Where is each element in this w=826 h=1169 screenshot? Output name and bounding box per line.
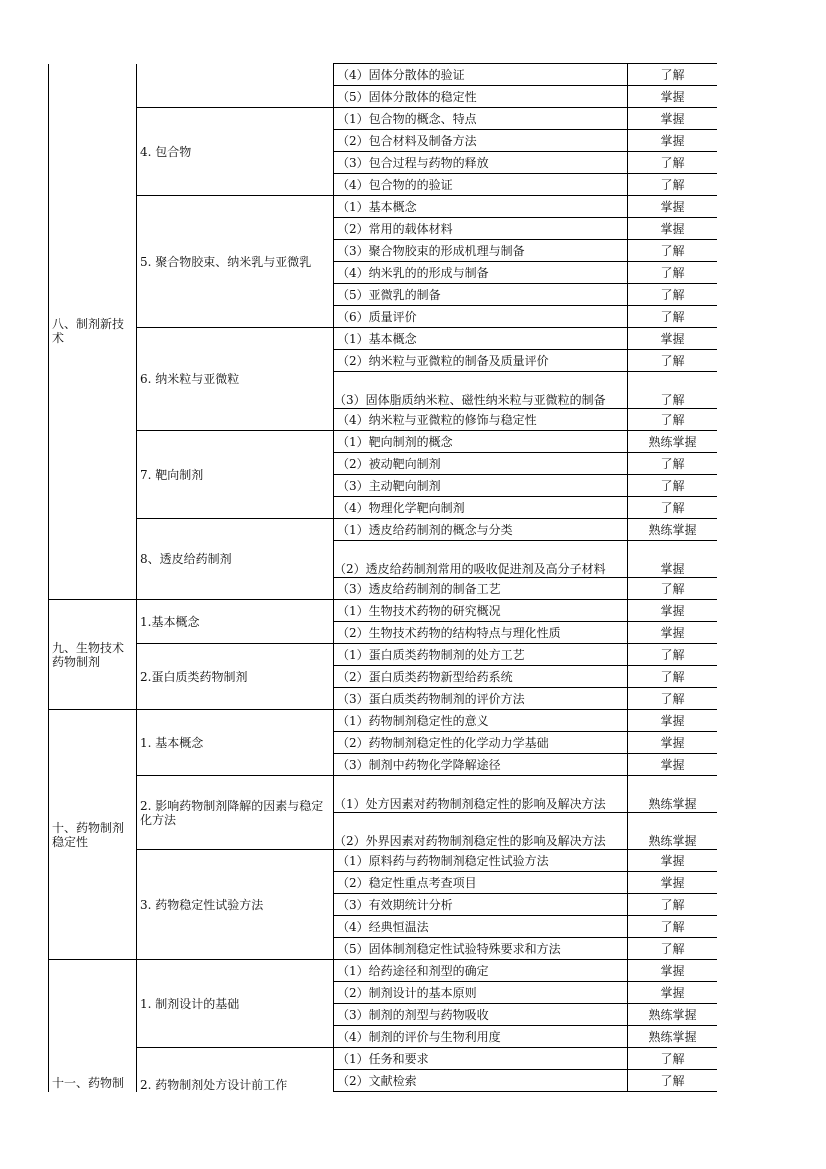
topic-title: 2. 影响药物制剂降解的因素与稳定化方法 (137, 776, 334, 850)
topic-title: 5. 聚合物胶束、纳米乳与亚微乳 (137, 196, 334, 328)
topic-title: 4. 包合物 (137, 108, 334, 196)
table-row (49, 644, 718, 666)
topic-title: 6. 纳米粒与亚微粒 (137, 328, 334, 431)
requirement-level: 了解 (628, 475, 718, 497)
item-text: （1）基本概念 (334, 328, 628, 350)
requirement-level: 了解 (628, 240, 718, 262)
requirement-level: 熟练掌握 (628, 813, 718, 850)
table-row (49, 196, 718, 218)
item-text: （3）有效期统计分析 (334, 894, 628, 916)
requirement-level: 掌握 (628, 196, 718, 218)
section-title: 九、生物技术药物制剂 (49, 600, 137, 710)
item-text: （3）制剂中药物化学降解途径 (334, 754, 628, 776)
item-text: （1）透皮给药制剂的概念与分类 (334, 519, 628, 541)
item-text: （1）给药途径和剂型的确定 (334, 960, 628, 982)
item-text: （6）质量评价 (334, 306, 628, 328)
item-text: （2）透皮给药制剂常用的吸收促进剂及高分子材料 (334, 541, 628, 578)
item-text: （1）包合物的概念、特点 (334, 108, 628, 130)
topic-title: 1. 制剂设计的基础 (137, 960, 334, 1048)
requirement-level: 熟练掌握 (628, 776, 718, 813)
item-text: （1）靶向制剂的概念 (334, 431, 628, 453)
requirement-level: 掌握 (628, 960, 718, 982)
requirement-level: 了解 (628, 938, 718, 960)
section-title: 十一、药物制 (49, 960, 137, 1092)
item-text: （1）蛋白质类药物制剂的处方工艺 (334, 644, 628, 666)
topic-title: 8、透皮给药制剂 (137, 519, 334, 600)
item-text: （5）固体分散体的稳定性 (334, 86, 628, 108)
syllabus-body (49, 64, 718, 1092)
topic-title: 3. 药物稳定性试验方法 (137, 850, 334, 960)
requirement-level: 了解 (628, 894, 718, 916)
item-text: （2）制剂设计的基本原则 (334, 982, 628, 1004)
item-text: （2）被动靶向制剂 (334, 453, 628, 475)
item-text: （2）包合材料及制备方法 (334, 130, 628, 152)
item-text: （3）制剂的剂型与药物吸收 (334, 1004, 628, 1026)
requirement-level: 掌握 (628, 218, 718, 240)
table-row (49, 710, 718, 732)
syllabus-table (48, 63, 717, 1092)
syllabus-sheet (48, 63, 717, 1093)
item-text: （3）固体脂质纳米粒、磁性纳米粒与亚微粒的制备 (334, 372, 628, 409)
requirement-level: 掌握 (628, 754, 718, 776)
requirement-level: 了解 (628, 578, 718, 600)
requirement-level: 掌握 (628, 328, 718, 350)
table-row (49, 519, 718, 541)
table-row (49, 328, 718, 350)
requirement-level: 掌握 (628, 600, 718, 622)
item-text: （3）聚合物胶束的形成机理与制备 (334, 240, 628, 262)
table-row (49, 600, 718, 622)
item-text: （4）固体分散体的验证 (334, 64, 628, 86)
item-text: （2）药物制剂稳定性的化学动力学基础 (334, 732, 628, 754)
requirement-level: 掌握 (628, 850, 718, 872)
item-text: （4）纳米粒与亚微粒的修饰与稳定性 (334, 409, 628, 431)
requirement-level: 了解 (628, 409, 718, 431)
item-text: （1）基本概念 (334, 196, 628, 218)
item-text: （1）处方因素对药物制剂稳定性的影响及解决方法 (334, 776, 628, 813)
item-text: （1）任务和要求 (334, 1048, 628, 1070)
item-text: （2）外界因素对药物制剂稳定性的影响及解决方法 (334, 813, 628, 850)
section-title: 八、制剂新技术 (49, 64, 137, 600)
item-text: （3）主动靶向制剂 (334, 475, 628, 497)
table-row (49, 108, 718, 130)
item-text: （1）药物制剂稳定性的意义 (334, 710, 628, 732)
requirement-level: 掌握 (628, 130, 718, 152)
topic-title: 2. 药物制剂处方设计前工作 (137, 1048, 334, 1092)
requirement-level: 了解 (628, 688, 718, 710)
requirement-level: 了解 (628, 497, 718, 519)
requirement-level: 掌握 (628, 622, 718, 644)
item-text: （2）蛋白质类药物新型给药系统 (334, 666, 628, 688)
requirement-level: 掌握 (628, 710, 718, 732)
requirement-level: 了解 (628, 350, 718, 372)
requirement-level: 掌握 (628, 732, 718, 754)
requirement-level: 了解 (628, 1048, 718, 1070)
item-text: （2）文献检索 (334, 1070, 628, 1092)
requirement-level: 了解 (628, 306, 718, 328)
table-row (49, 64, 718, 86)
requirement-level: 了解 (628, 152, 718, 174)
table-row (49, 850, 718, 872)
item-text: （2）稳定性重点考查项目 (334, 872, 628, 894)
requirement-level: 掌握 (628, 108, 718, 130)
requirement-level: 了解 (628, 666, 718, 688)
item-text: （5）固体制剂稳定性试验特殊要求和方法 (334, 938, 628, 960)
item-text: （4）物理化学靶向制剂 (334, 497, 628, 519)
item-text: （2）生物技术药物的结构特点与理化性质 (334, 622, 628, 644)
topic-title: 2.蛋白质类药物制剂 (137, 644, 334, 710)
table-row (49, 431, 718, 453)
item-text: （3）透皮给药制剂的制备工艺 (334, 578, 628, 600)
item-text: （1）原料药与药物制剂稳定性试验方法 (334, 850, 628, 872)
item-text: （2）纳米粒与亚微粒的制备及质量评价 (334, 350, 628, 372)
item-text: （4）经典恒温法 (334, 916, 628, 938)
item-text: （3）包合过程与药物的释放 (334, 152, 628, 174)
requirement-level: 了解 (628, 284, 718, 306)
requirement-level: 熟练掌握 (628, 431, 718, 453)
table-row (49, 776, 718, 813)
requirement-level: 掌握 (628, 86, 718, 108)
item-text: （4）制剂的评价与生物利用度 (334, 1026, 628, 1048)
requirement-level: 了解 (628, 174, 718, 196)
requirement-level: 了解 (628, 1070, 718, 1092)
item-text: （5）亚微乳的制备 (334, 284, 628, 306)
requirement-level: 了解 (628, 262, 718, 284)
table-row (49, 960, 718, 982)
requirement-level: 掌握 (628, 982, 718, 1004)
requirement-level: 了解 (628, 64, 718, 86)
requirement-level: 熟练掌握 (628, 519, 718, 541)
requirement-level: 了解 (628, 372, 718, 409)
requirement-level: 了解 (628, 644, 718, 666)
requirement-level: 熟练掌握 (628, 1004, 718, 1026)
table-row (49, 1048, 718, 1070)
requirement-level: 掌握 (628, 541, 718, 578)
topic-title (137, 64, 334, 108)
item-text: （3）蛋白质类药物制剂的评价方法 (334, 688, 628, 710)
topic-title: 1.基本概念 (137, 600, 334, 644)
topic-title: 7. 靶向制剂 (137, 431, 334, 519)
requirement-level: 熟练掌握 (628, 1026, 718, 1048)
requirement-level: 了解 (628, 453, 718, 475)
requirement-level: 了解 (628, 916, 718, 938)
item-text: （1）生物技术药物的研究概况 (334, 600, 628, 622)
item-text: （4）包合物的的验证 (334, 174, 628, 196)
item-text: （4）纳米乳的的形成与制备 (334, 262, 628, 284)
requirement-level: 掌握 (628, 872, 718, 894)
item-text: （2）常用的载体材料 (334, 218, 628, 240)
topic-title: 1. 基本概念 (137, 710, 334, 776)
section-title: 十、药物制剂稳定性 (49, 710, 137, 960)
